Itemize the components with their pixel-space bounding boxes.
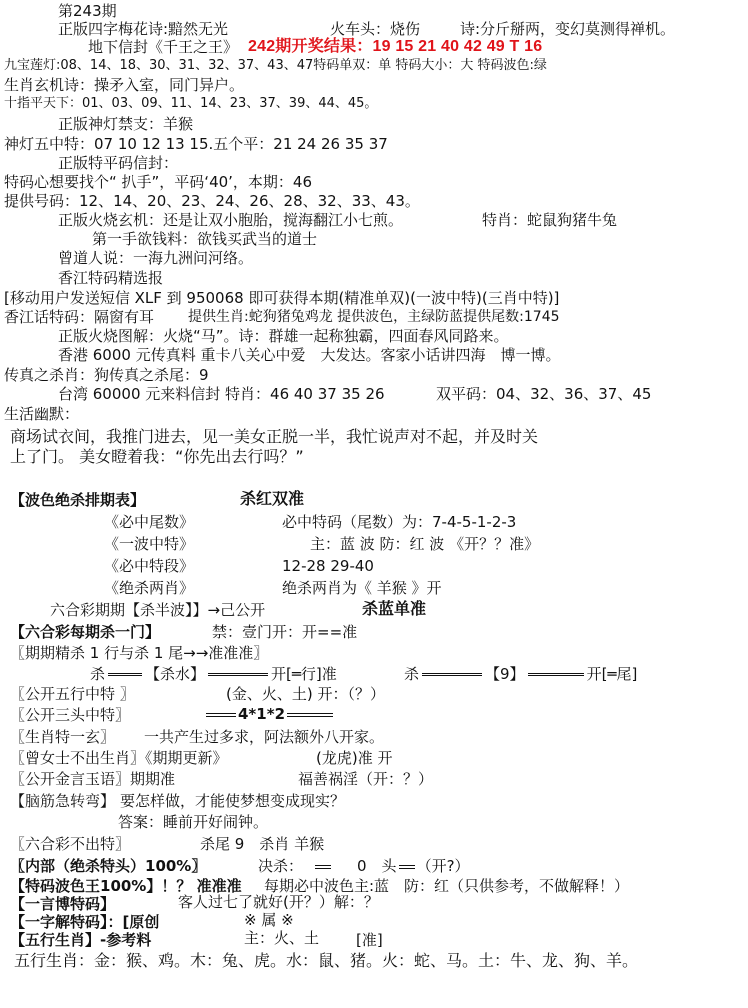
kill-two-value: 绝杀两肖为《 羊猴 》开 <box>282 579 442 597</box>
ms-zeng-value: (龙虎)准 开 <box>316 749 393 767</box>
no-special-value: 杀尾 9 杀肖 羊猴 <box>200 835 325 853</box>
kill-word: 杀 <box>90 665 106 683</box>
open-tail: 开[═尾] <box>586 665 638 683</box>
internal-kill-value <box>258 858 470 875</box>
equals-bar <box>315 865 331 869</box>
open-row: 开[═行]准 <box>271 665 337 683</box>
no-special-label: 〖六合彩不出特〗 <box>10 835 131 853</box>
double-flat-codes: 双平码：04、32、36、37、45 <box>436 385 652 403</box>
provided-numbers: 提供号码：12、14、20、23、24、26、28、32、33、43。 <box>4 192 420 210</box>
underground-envelope: 地下信封《千王之王》 <box>88 38 239 56</box>
special-zodiac: 特肖：蛇鼠狗猪牛兔 <box>482 211 618 229</box>
kill-one-door-label: 【六合彩每期杀一门】 <box>10 623 161 641</box>
element-zodiac-mark: [准] <box>356 931 383 949</box>
kill-red-double: 杀红双准 <box>240 489 305 508</box>
color-kill-table: 【波色绝杀排期表】 <box>10 491 146 509</box>
double-bar <box>206 713 236 717</box>
hk-fax-line: 香港 6000 元传真料 重卡八关心中爱 大发达。客家小话讲四海 博一博。 <box>58 346 561 364</box>
brain-teaser-label: 【脑筋急转弯】 <box>10 792 116 810</box>
five-element-value: (金、火、土) 开：（？） <box>226 685 385 703</box>
golden-words-value: 福善祸淫（开：？） <box>298 770 434 788</box>
draw-result: 242期开奖结果：19 15 21 40 42 49 T 16 <box>248 38 543 55</box>
golden-words-label: 〖公开金言玉语〗期期准 <box>10 770 176 788</box>
kill-word: 杀 <box>404 665 420 683</box>
kill-blue-single: 杀蓝单准 <box>362 599 427 618</box>
special-code-line: 特码心想要找个“ 扒手”，平码‘40’，本期：46 <box>4 173 313 191</box>
kill-two-label: 《绝杀两肖》 <box>104 579 195 597</box>
joke-line-1: 商场试衣间，我推门进去，见一美女正脱一半，我忙说声对不起，并及时关 <box>10 427 539 446</box>
half-wave-line: 六合彩期期【杀半波】】→己公开 <box>50 601 266 619</box>
hk-riddle: 香江话特码：隔窗有耳 <box>4 308 155 326</box>
must-range-label: 《必中特段》 <box>104 557 195 575</box>
envelope-heading: 正版特平码信封： <box>58 154 179 172</box>
three-head-number: 4*1*2 <box>238 705 285 723</box>
zodiac-mystery-value: 一共产生过多求，阿法额外八开家。 <box>144 728 385 746</box>
ms-zeng-label: 〖曾女士不出生肖〗《期期更新》 <box>10 749 228 767</box>
kill-water-row <box>90 666 337 683</box>
one-word-value: 客人过七了就好(开？）解：？ <box>178 893 379 911</box>
decisive-kill: 决杀： <box>258 857 304 875</box>
lamp-five-line: 神灯五中特：07 10 12 13 15.五个平：21 24 26 35 37 <box>4 135 388 153</box>
ten-fingers-line: 十指平天下：01、03、09、11、14、23、37、39、44、45。 <box>4 96 378 111</box>
one-wave-value: 主：蓝 波 防：红 波 《开？？准》 <box>310 535 540 553</box>
lotus-lamp-line: 九宝莲灯:08、14、18、30、31、32、37、43、47特码单双：单 特码大小：大 特码波色:绿 <box>4 58 547 73</box>
one-word-label: 【一言博特码】 <box>10 895 116 913</box>
fire-riddle: 正版火烧玄机：还是让双小胞胎，搅海翻江小七煎。 <box>58 211 404 229</box>
wave-king-label: 【特码波色王100%】！？ 准准准 <box>10 877 242 895</box>
kill-tail-row <box>404 666 637 683</box>
three-head-label: 〖公开三头中特〗 <box>10 706 131 724</box>
brain-teaser-question: 要怎样做，才能使梦想变成现实？ <box>120 792 346 810</box>
lamp-forbidden: 正版神灯禁支：羊猴 <box>58 115 194 133</box>
double-line <box>208 673 268 676</box>
taoist-line: 曾道人说：一海九洲问河络。 <box>58 249 254 267</box>
kill-water: 【杀水】 <box>145 665 206 683</box>
kill-tail-number: 【9】 <box>485 665 525 683</box>
five-element-label: 〖公开五行中特 〗 <box>10 685 135 703</box>
humor-heading: 生活幽默： <box>4 405 80 423</box>
first-hand-line: 第一手欲钱料：欲钱买武当的道士 <box>92 230 318 248</box>
tw-envelope: 台湾 60000 元来料信封 特肖：46 40 37 35 26 <box>58 385 385 403</box>
plum-poem: 正版四字梅花诗:黯然无光 <box>58 20 229 38</box>
must-tail-label: 《必中尾数》 <box>104 513 195 531</box>
double-line <box>422 673 482 676</box>
three-head-value <box>204 706 335 723</box>
train-head: 火车头：烧伤 <box>330 20 421 38</box>
brain-teaser-answer: 答案：睡前开好闹钟。 <box>118 813 269 831</box>
zodiac-mystery-label: 〖生肖特一玄〗 <box>10 728 116 746</box>
sms-notice: [移动用户发送短信 XLF 到 950068 即可获得本期(精准单双)(一波中特)(三肖中特)] <box>4 289 560 307</box>
wave-king-value: 每期必中波色主:蓝 防：红（只供参考，不做解释！） <box>264 877 630 895</box>
hk-report-heading: 香江特码精选报 <box>58 269 164 287</box>
must-tail-value: 必中特码（尾数）为：7-4-5-1-2-3 <box>282 513 517 531</box>
issue-number: 第243期 <box>58 2 117 20</box>
provided-zodiac: 提供生肖:蛇狗猪兔鸡龙 提供波色，主绿防蓝提供尾数:1745 <box>188 309 560 325</box>
equals-bar <box>399 865 415 869</box>
double-line <box>108 673 142 676</box>
element-zodiac-table: 五行生肖：金：猴、鸡。木：兔、虎。水：鼠、猪。火：蛇、马。土：牛、龙、狗、羊。 <box>14 951 639 970</box>
must-range-value: 12-28 29-40 <box>282 557 374 575</box>
element-zodiac-main: 主：火、土 <box>244 929 320 947</box>
char-decode-value: ※ 属 ※ <box>244 911 294 929</box>
head-zero: 0 头 <box>357 857 397 875</box>
kill-row-tail-heading: 〖期期精杀 1 行与杀 1 尾→→准准准〗 <box>10 644 269 662</box>
double-line <box>528 673 584 676</box>
open-question: （开?） <box>416 857 470 875</box>
double-bar <box>287 713 333 717</box>
internal-kill-label: 〖内部（绝杀特头）100%〗 <box>10 857 207 875</box>
fax-kill-line: 传真之杀肖：狗传真之杀尾：9 <box>4 366 209 384</box>
joke-line-2: 上了门。 美女瞪着我：“你先出去行吗？” <box>10 447 304 466</box>
one-wave-label: 《一波中特》 <box>104 535 195 553</box>
kill-one-door-value: 禁：壹门开：开==准 <box>212 623 358 641</box>
poem-line: 诗:分斤掰两，变幻莫测得禅机。 <box>460 20 676 38</box>
zodiac-riddle: 生肖玄机诗：操矛入室，同门异户。 <box>4 76 245 94</box>
element-zodiac-label: 【五行生肖】-参考料 <box>10 931 152 949</box>
char-decode-label: 【一字解特码】：[原创 <box>10 913 160 931</box>
fire-diagram: 正版火烧图解：火烧“马”。诗：群雄一起称独霸，四面春风同路来。 <box>58 327 509 345</box>
